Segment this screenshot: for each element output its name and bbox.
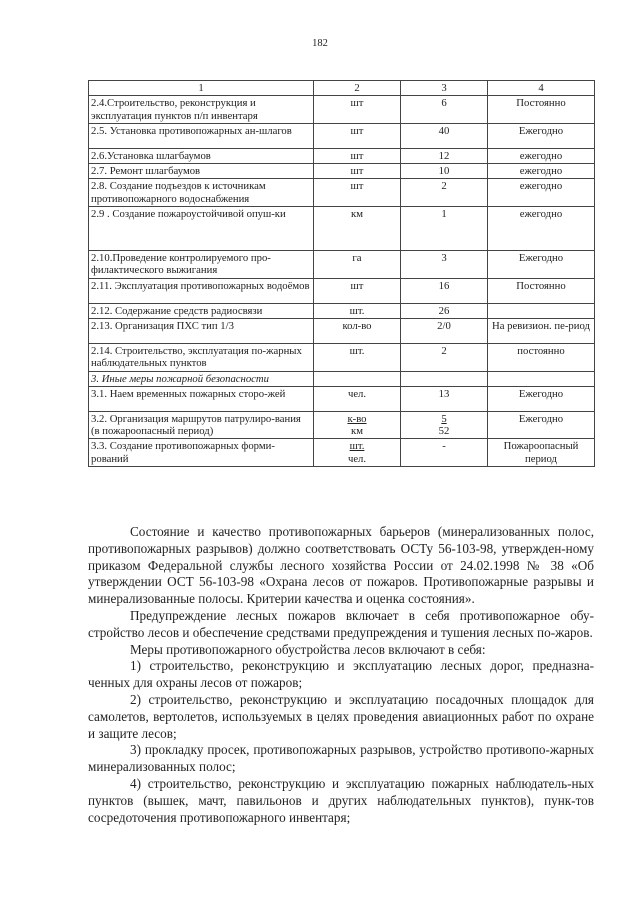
- measure-name: 3.3. Создание противопожарных форми-рований: [89, 439, 314, 467]
- measure-unit: [314, 411, 401, 439]
- measure-name: 2.5. Установка противопожарных ан-шлагов: [89, 123, 314, 148]
- measure-qty: 2: [401, 179, 488, 207]
- qty-count: 5: [441, 412, 447, 425]
- paragraph: Меры противопожарного обустройства лесов включают в себя:: [130, 641, 486, 657]
- measure-unit: га: [314, 251, 401, 279]
- paragraph: 4) строительство, реконструкцию и эксплуатацию пожарных наблюдатель-ных пунктов (вышек, мачт, павильонов и других наблюдательных пунктов), пунк-тов сосредоточения противопожарного инвентаря;: [88, 775, 594, 825]
- measure-name: 2.10.Проведение контролируемого про-филактического выжигания: [89, 251, 314, 279]
- measure-qty: 40: [401, 123, 488, 148]
- table-row: [89, 123, 595, 148]
- table-row: [89, 148, 595, 163]
- measure-period: ежегодно: [488, 207, 595, 251]
- measure-qty: 1: [401, 207, 488, 251]
- header-cell: 4: [488, 81, 595, 96]
- measure-period: Постоянно: [488, 96, 595, 124]
- measure-period: [488, 303, 595, 318]
- measure-qty: 3: [401, 251, 488, 279]
- measure-qty: 26: [401, 303, 488, 318]
- measure-qty: 16: [401, 278, 488, 303]
- empty-cell: [401, 371, 488, 386]
- header-cell: 3: [401, 81, 488, 96]
- measure-qty: 2: [401, 343, 488, 371]
- body-text: [88, 524, 594, 826]
- measure-period: ежегодно: [488, 164, 595, 179]
- empty-cell: [314, 371, 401, 386]
- table-row: [89, 164, 595, 179]
- table-row: [89, 318, 595, 343]
- measure-unit: км: [314, 207, 401, 251]
- fire-measures-table: [88, 80, 595, 467]
- empty-cell: [488, 371, 595, 386]
- qty-km: 52: [438, 425, 450, 438]
- measure-name: 2.12. Содержание средств радиосвязи: [89, 303, 314, 318]
- measure-unit: кол-во: [314, 318, 401, 343]
- page-number: 182: [312, 38, 328, 49]
- unit-pcs: шт.: [349, 440, 365, 453]
- measure-qty: 2/0: [401, 318, 488, 343]
- table-header-row: [89, 81, 595, 96]
- measure-name: 3.1. Наем временных пожарных сторо-жей: [89, 386, 314, 411]
- table-row: [89, 251, 595, 279]
- measure-unit: шт.: [314, 343, 401, 371]
- measure-qty: 13: [401, 386, 488, 411]
- measure-name: 2.8. Создание подъездов к источникам противопожарного водоснабжения: [89, 179, 314, 207]
- paragraph: 3) прокладку просек, противопожарных разрывов, устройство противопо-жарных минерализованных полос;: [88, 742, 594, 775]
- measure-unit: шт: [314, 148, 401, 163]
- measure-name: 2.6.Установка шлагбаумов: [89, 148, 314, 163]
- measure-qty: [401, 411, 488, 439]
- paragraph: 2) строительство, реконструкцию и эксплуатацию посадочных площадок для самолетов, вертолетов, используемых в целях проведения авиационных работ по охране и защите лесов;: [88, 691, 594, 741]
- measure-period: Пожароопасный период: [488, 439, 595, 467]
- paragraph: 1) строительство, реконструкцию и эксплуатацию лесных дорог, предназна-ченных для охраны лесов от пожаров;: [88, 658, 594, 691]
- measure-name: 2.13. Организация ПХС тип 1/3: [89, 318, 314, 343]
- measure-qty: -: [401, 439, 488, 467]
- measure-unit: шт: [314, 123, 401, 148]
- header-cell: 1: [89, 81, 314, 96]
- table-row: [89, 207, 595, 251]
- paragraph: Состояние и качество противопожарных барьеров (минерализованных полос, противопожарных разрывов) должно соответствовать ОСТу 56-103-98, утвержден-ному приказом Федеральной службы лесного хозяйства России от 24.02.1998 № 38 «Об утверждении ОСТ 56-103-98 «Охрана лесов от пожаров. Противопожарные разрывы и минерализованные полосы. Критерии качества и оценка состояния».: [88, 524, 594, 607]
- table-row: [89, 411, 595, 439]
- measure-unit: шт: [314, 96, 401, 124]
- table-row: [89, 179, 595, 207]
- measure-unit: шт.: [314, 303, 401, 318]
- measure-period: ежегодно: [488, 148, 595, 163]
- measure-qty: 6: [401, 96, 488, 124]
- measure-unit: чел.: [314, 386, 401, 411]
- table-row: [89, 439, 595, 467]
- measure-name: 2.9 . Создание пожароустойчивой опуш-ки: [89, 207, 314, 251]
- measure-unit: [314, 439, 401, 467]
- measure-unit: шт: [314, 179, 401, 207]
- table-row: [89, 278, 595, 303]
- measure-period: Ежегодно: [488, 386, 595, 411]
- measure-name: 2.4.Строительство, реконструкция и эксплуатация пунктов п/п инвентаря: [89, 96, 314, 124]
- measure-name: 2.14. Строительство, эксплуатация по-жарных наблюдательных пунктов: [89, 343, 314, 371]
- measure-period: ежегодно: [488, 179, 595, 207]
- table-row: [89, 386, 595, 411]
- measure-period: постоянно: [488, 343, 595, 371]
- table-row: [89, 96, 595, 124]
- measure-name: 2.7. Ремонт шлагбаумов: [89, 164, 314, 179]
- unit-people: чел.: [347, 452, 367, 465]
- measure-period: Постоянно: [488, 278, 595, 303]
- paragraph: Предупреждение лесных пожаров включает в себя противопожарное обу-стройство лесов и обеспечение средствами предупреждения и тушения лесных по-жаров.: [88, 607, 594, 640]
- section-title: 3. Иные меры пожарной безопасности: [89, 371, 314, 386]
- measure-unit: шт: [314, 164, 401, 179]
- measure-period: Ежегодно: [488, 123, 595, 148]
- measure-period: На ревизион. пе-риод: [488, 318, 595, 343]
- section-row: [89, 371, 595, 386]
- measure-period: Ежегодно: [488, 251, 595, 279]
- measure-qty: 12: [401, 148, 488, 163]
- unit-count: к-во: [347, 412, 367, 425]
- measure-unit: шт: [314, 278, 401, 303]
- measure-name: 3.2. Организация маршрутов патрулиро-вания (в пожароопасный период): [89, 411, 314, 439]
- table-row: [89, 343, 595, 371]
- table-row: [89, 303, 595, 318]
- unit-km: км: [351, 425, 363, 438]
- measure-qty: 10: [401, 164, 488, 179]
- measure-name: 2.11. Эксплуатация противопожарных водоёмов: [89, 278, 314, 303]
- measure-period: Ежегодно: [488, 411, 595, 439]
- header-cell: 2: [314, 81, 401, 96]
